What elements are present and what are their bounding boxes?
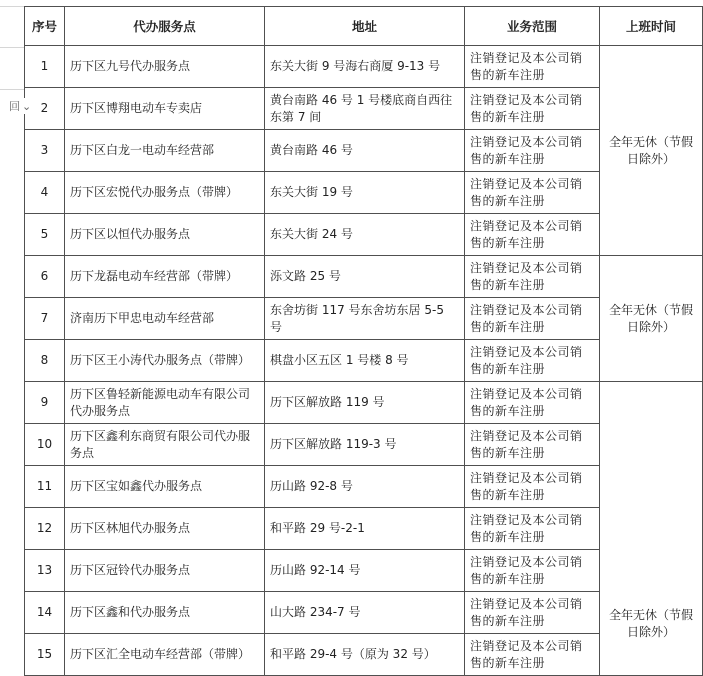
service-scope: 注销登记及本公司销售的新车注册 — [465, 214, 600, 256]
service-point-name: 历下区白龙一电动车经营部 — [65, 130, 265, 172]
table-row — [25, 256, 703, 298]
service-point-address: 和平路 29 号-2-1 — [265, 508, 465, 550]
header-address: 地址 — [265, 7, 465, 46]
header-hours: 上班时间 — [600, 7, 703, 46]
working-hours: 全年无休（节假日除外） — [600, 46, 703, 256]
chevron-down-icon: ⌄ — [22, 99, 32, 113]
service-scope: 注销登记及本公司销售的新车注册 — [465, 424, 600, 466]
service-point-name: 历下区王小涛代办服务点（带牌） — [65, 340, 265, 382]
service-point-address: 历下区解放路 119 号 — [265, 382, 465, 424]
service-point-name: 历下龙磊电动车经营部（带牌） — [65, 256, 265, 298]
service-scope: 注销登记及本公司销售的新车注册 — [465, 466, 600, 508]
row-number: 3 — [25, 130, 65, 172]
row-expand-toggle[interactable] — [9, 98, 33, 114]
row-number: 10 — [25, 424, 65, 466]
service-scope: 注销登记及本公司销售的新车注册 — [465, 550, 600, 592]
service-point-address: 历山路 92-8 号 — [265, 466, 465, 508]
service-scope: 注销登记及本公司销售的新车注册 — [465, 130, 600, 172]
service-scope: 注销登记及本公司销售的新车注册 — [465, 340, 600, 382]
row-number: 13 — [25, 550, 65, 592]
service-point-address: 山大路 234-7 号 — [265, 592, 465, 634]
service-point-address: 黄台南路 46 号 — [265, 130, 465, 172]
service-point-address: 棋盘小区五区 1 号楼 8 号 — [265, 340, 465, 382]
service-point-address: 黄台南路 46 号 1 号楼底商自西往东第 7 间 — [265, 88, 465, 130]
service-scope: 注销登记及本公司销售的新车注册 — [465, 298, 600, 340]
service-scope: 注销登记及本公司销售的新车注册 — [465, 46, 600, 88]
working-hours: 全年无休（节假日除外） — [600, 382, 703, 676]
service-scope: 注销登记及本公司销售的新车注册 — [465, 382, 600, 424]
expand-icon: 回 — [9, 100, 20, 113]
service-point-name: 历下区以恒代办服务点 — [65, 214, 265, 256]
service-scope: 注销登记及本公司销售的新车注册 — [465, 88, 600, 130]
service-scope: 注销登记及本公司销售的新车注册 — [465, 634, 600, 676]
row-number: 8 — [25, 340, 65, 382]
row-number: 9 — [25, 382, 65, 424]
row-number: 11 — [25, 466, 65, 508]
working-hours: 全年无休（节假日除外） — [600, 256, 703, 382]
service-scope: 注销登记及本公司销售的新车注册 — [465, 508, 600, 550]
service-point-address: 历下区解放路 119-3 号 — [265, 424, 465, 466]
service-points-table — [24, 6, 703, 676]
row-number: 15 — [25, 634, 65, 676]
service-point-address: 泺文路 25 号 — [265, 256, 465, 298]
row-number: 2 — [25, 88, 65, 130]
service-point-address: 东舍坊街 117 号东舍坊东居 5-5 号 — [265, 298, 465, 340]
service-point-name: 历下区鑫和代办服务点 — [65, 592, 265, 634]
service-point-name: 历下区宝如鑫代办服务点 — [65, 466, 265, 508]
service-point-address: 和平路 29-4 号（原为 32 号） — [265, 634, 465, 676]
service-point-address: 东关大街 24 号 — [265, 214, 465, 256]
service-point-name: 历下区九号代办服务点 — [65, 46, 265, 88]
row-number: 12 — [25, 508, 65, 550]
header-scope: 业务范围 — [465, 7, 600, 46]
header-row — [25, 7, 703, 46]
service-point-name: 历下区鑫利东商贸有限公司代办服务点 — [65, 424, 265, 466]
row-number: 4 — [25, 172, 65, 214]
service-scope: 注销登记及本公司销售的新车注册 — [465, 592, 600, 634]
service-point-name: 济南历下甲忠电动车经营部 — [65, 298, 265, 340]
service-point-address: 东关大街 19 号 — [265, 172, 465, 214]
table-row — [25, 382, 703, 424]
row-number: 14 — [25, 592, 65, 634]
service-point-name: 历下区博翔电动车专卖店 — [65, 88, 265, 130]
service-point-name: 历下区冠铃代办服务点 — [65, 550, 265, 592]
service-scope: 注销登记及本公司销售的新车注册 — [465, 256, 600, 298]
header-no: 序号 — [25, 7, 65, 46]
row-number: 5 — [25, 214, 65, 256]
service-point-name: 历下区林旭代办服务点 — [65, 508, 265, 550]
service-point-name: 历下区汇全电动车经营部（带牌） — [65, 634, 265, 676]
table-row — [25, 46, 703, 88]
service-point-name: 历下区宏悦代办服务点（带牌） — [65, 172, 265, 214]
header-name: 代办服务点 — [65, 7, 265, 46]
row-number: 1 — [25, 46, 65, 88]
row-number: 6 — [25, 256, 65, 298]
service-point-name: 历下区鲁轻新能源电动车有限公司代办服务点 — [65, 382, 265, 424]
row-number: 7 — [25, 298, 65, 340]
service-point-address: 东关大街 9 号海右商厦 9-13 号 — [265, 46, 465, 88]
service-point-address: 历山路 92-14 号 — [265, 550, 465, 592]
service-scope: 注销登记及本公司销售的新车注册 — [465, 172, 600, 214]
